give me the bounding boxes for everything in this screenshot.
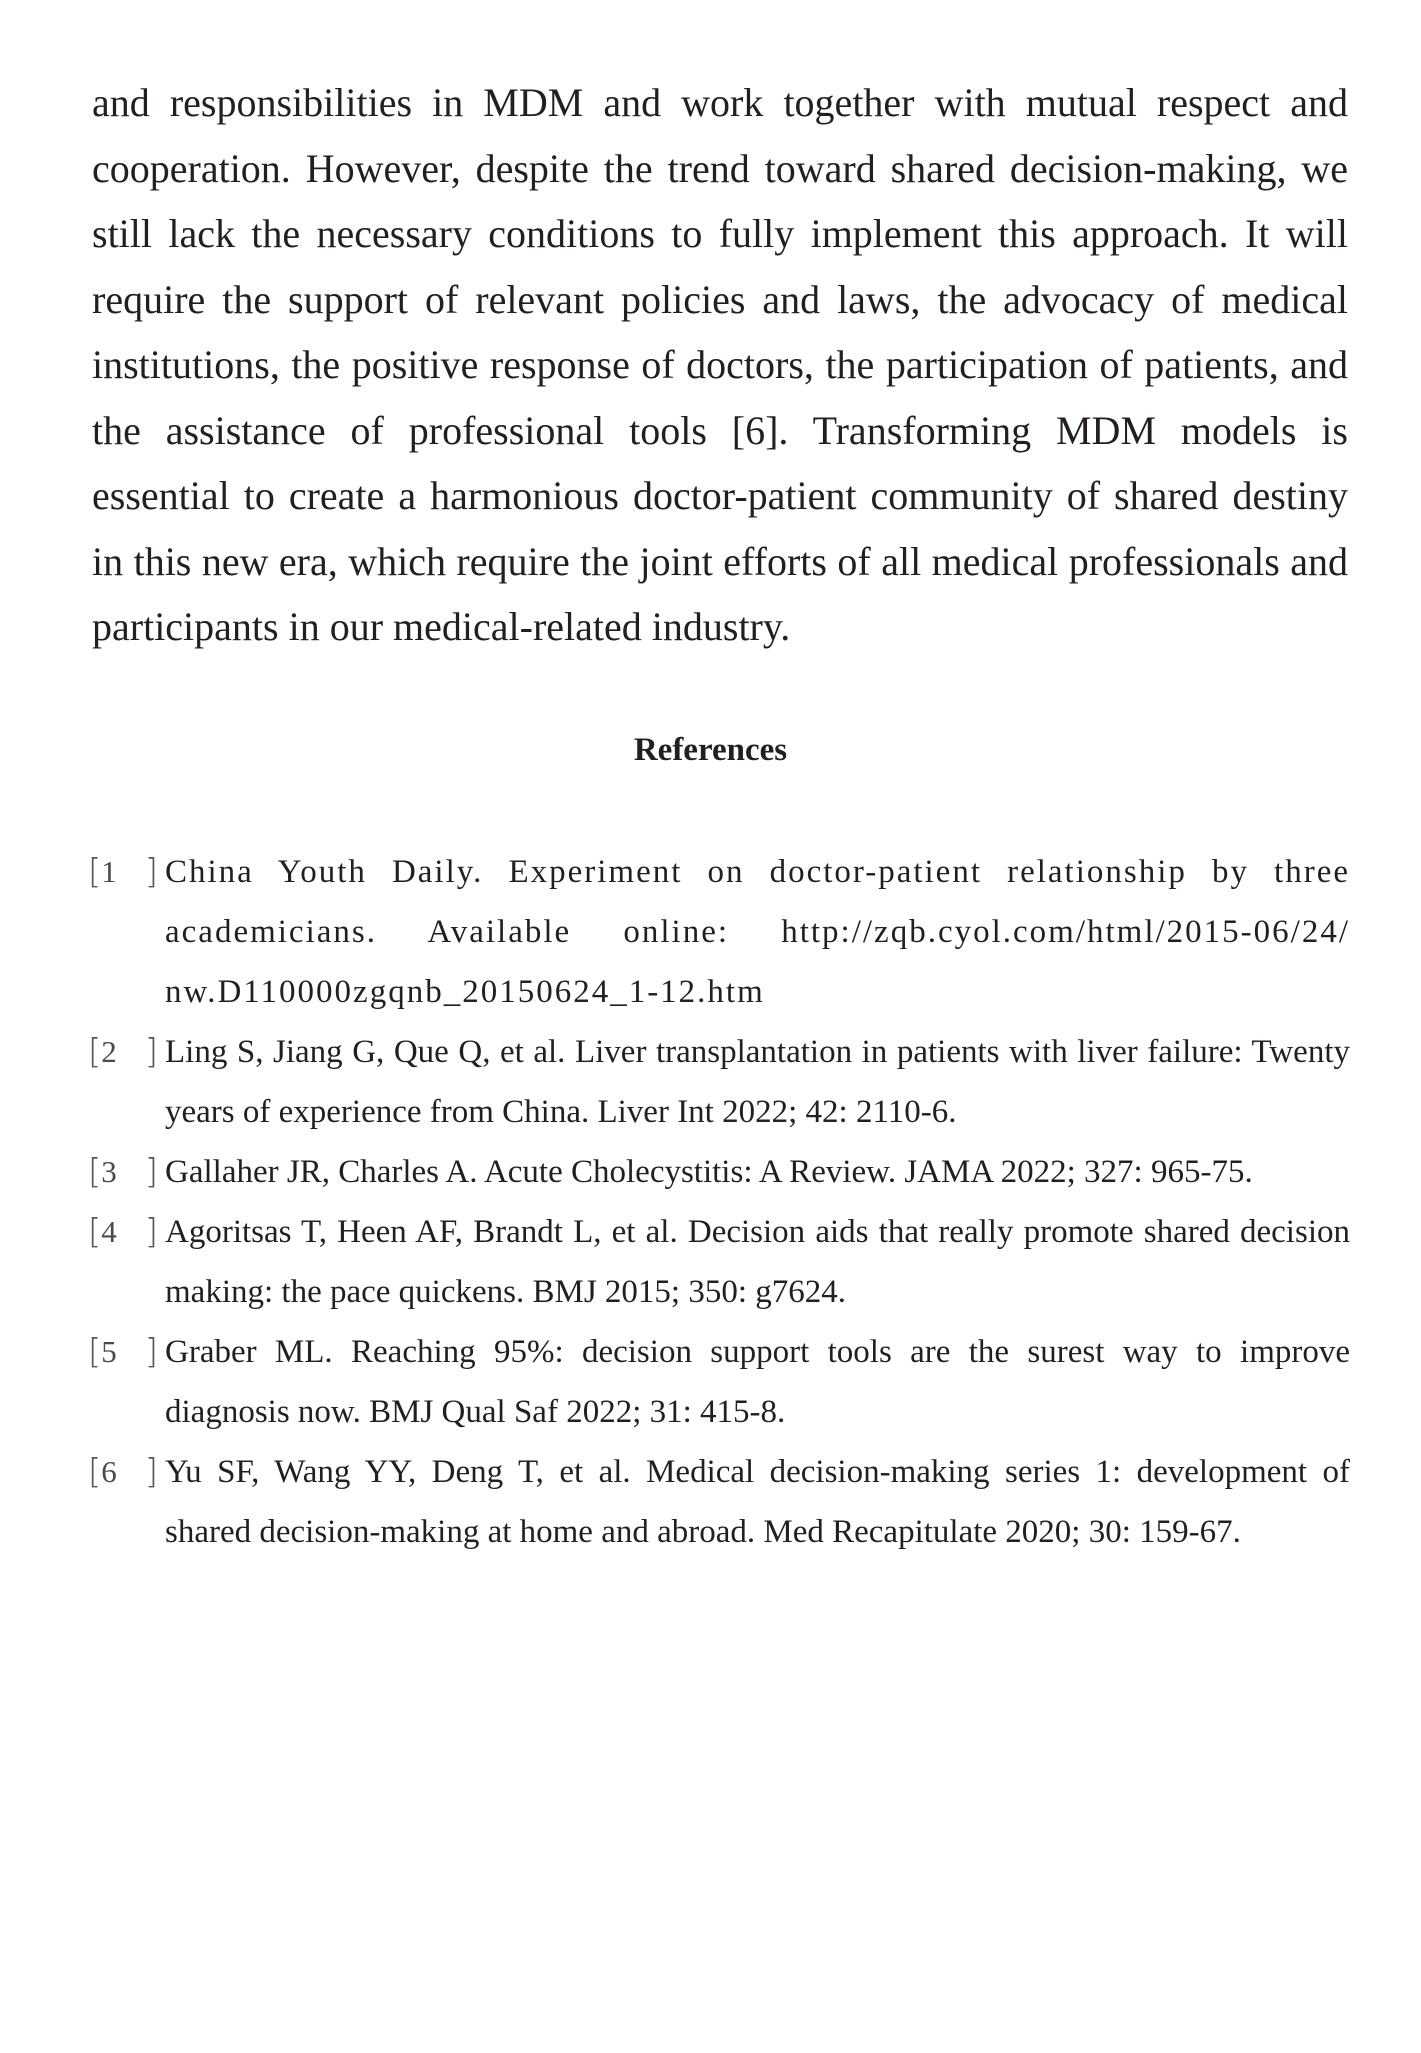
left-bracket-icon: [ <box>88 1452 102 1492</box>
reference-text: Gallaher JR, Charles A. Acute Cholecystitis: A Review. JAMA 2022; 327: 965-75. <box>165 1154 1253 1190</box>
reference-item <box>88 1022 1350 1142</box>
reference-number-value: 1 <box>101 854 117 889</box>
right-bracket-icon: ] <box>144 1332 158 1372</box>
body-paragraph: and responsibilities in MDM and work together with mutual respect and cooperation. However, despite the trend toward shared decision-making, we still lack the necessary conditions to fully implement this approach. It will require the support of relevant policies and laws, the advocacy of medical institutions, the positive response of doctors, the participation of patients, and the assistance of professional tools [6]. Transforming MDM models is essential to create a harmonious doctor-patient community of shared destiny in this new era, which require the joint efforts of all medical professionals and participants in our medical-related industry. <box>92 80 1348 649</box>
reference-number <box>88 1442 158 1502</box>
references-heading: References <box>633 732 788 768</box>
reference-number <box>88 1022 158 1082</box>
reference-item <box>88 1142 1350 1202</box>
reference-number-value: 2 <box>101 1034 117 1069</box>
reference-text: China Youth Daily. Experiment on doctor-patient relationship by three academicians. Available online: http://zqb.cyol.com/html/2015-06/24/ nw.D110000zgqnb_20150624_1-12.htm <box>165 854 1350 1010</box>
reference-text: Yu SF, Wang YY, Deng T, et al. Medical decision-making series 1: development of shared decision-making at home and abroad. Med Recapitulate 2020; 30: 159-67. <box>165 1454 1350 1550</box>
right-bracket-icon: ] <box>144 1452 158 1492</box>
reference-item <box>88 842 1350 1022</box>
reference-number <box>88 1202 158 1262</box>
right-bracket-icon: ] <box>144 852 158 892</box>
reference-number-value: 4 <box>101 1214 117 1249</box>
left-bracket-icon: [ <box>88 852 102 892</box>
reference-list <box>88 842 1350 1562</box>
left-bracket-icon: [ <box>88 1332 102 1372</box>
left-bracket-icon: [ <box>88 1152 102 1192</box>
reference-number-value: 6 <box>101 1454 117 1489</box>
right-bracket-icon: ] <box>144 1152 158 1192</box>
reference-text: Ling S, Jiang G, Que Q, et al. Liver transplantation in patients with liver failure: Twenty years of experience from China. Liver Int 2022; 42: 2110-6. <box>165 1034 1350 1130</box>
reference-item <box>88 1442 1350 1562</box>
reference-text: Agoritsas T, Heen AF, Brandt L, et al. Decision aids that really promote shared decision making: the pace quickens. BMJ 2015; 350: g7624. <box>165 1214 1350 1310</box>
reference-item <box>88 1322 1350 1442</box>
reference-item <box>88 1202 1350 1322</box>
reference-number <box>88 1142 158 1202</box>
reference-number-value: 5 <box>101 1334 117 1369</box>
reference-text: Graber ML. Reaching 95%: decision support tools are the surest way to improve diagnosis now. BMJ Qual Saf 2022; 31: 415-8. <box>165 1334 1350 1430</box>
reference-number <box>88 842 158 902</box>
left-bracket-icon: [ <box>88 1212 102 1252</box>
reference-number-value: 3 <box>101 1154 117 1189</box>
right-bracket-icon: ] <box>144 1212 158 1252</box>
right-bracket-icon: ] <box>144 1032 158 1072</box>
left-bracket-icon: [ <box>88 1032 102 1072</box>
reference-number <box>88 1322 158 1382</box>
